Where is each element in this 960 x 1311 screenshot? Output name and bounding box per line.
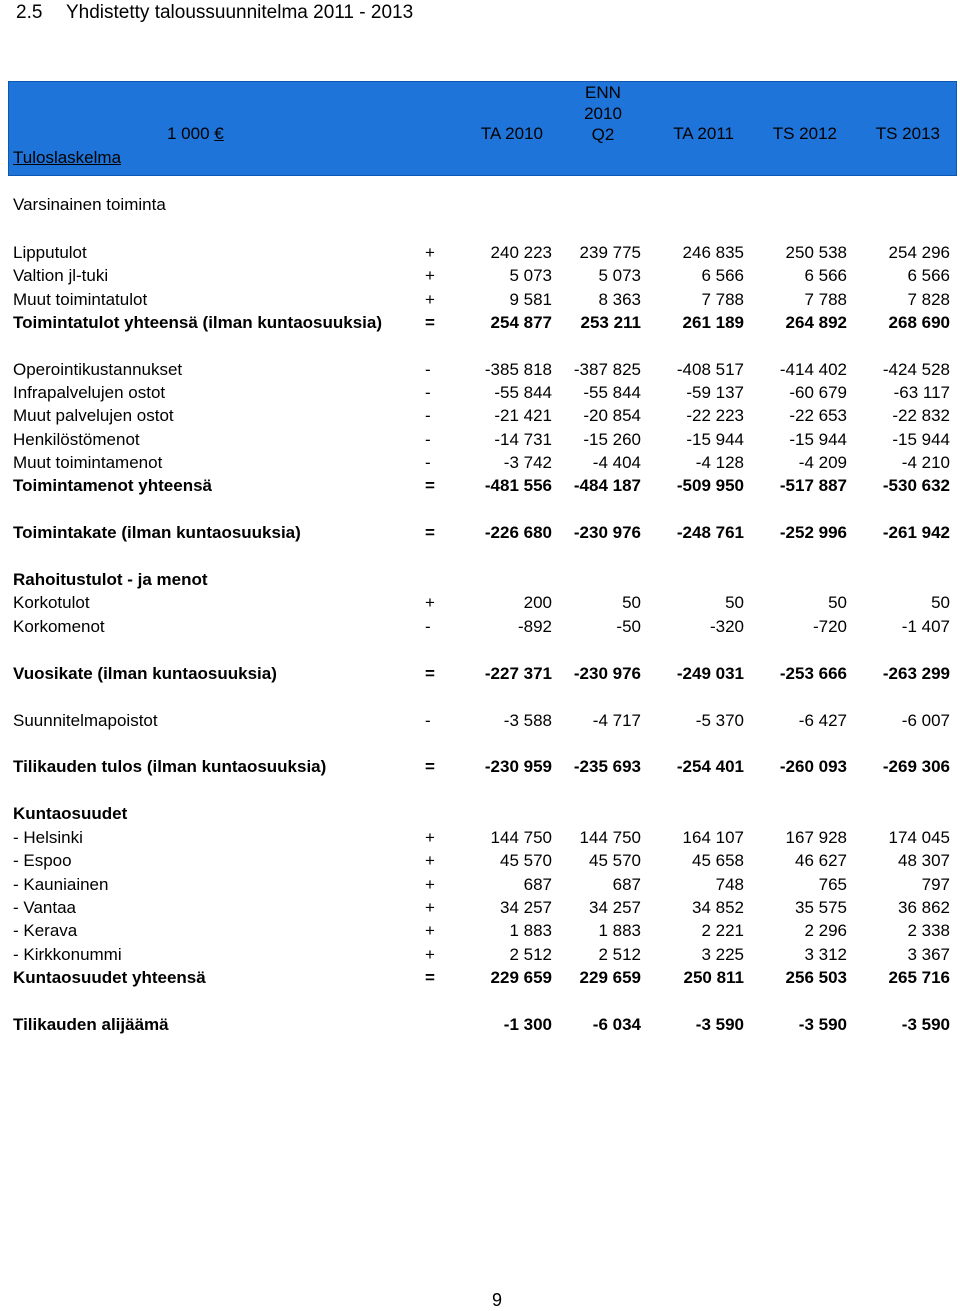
table-row <box>0 451 960 474</box>
row-value: 7 788 <box>804 290 847 309</box>
row-sign: + <box>425 828 435 847</box>
row-value: 6 566 <box>701 266 744 285</box>
row-value: -481 556 <box>484 476 552 495</box>
row-value: 34 257 <box>589 898 641 917</box>
row-label: Suunnitelmapoistot <box>13 711 158 730</box>
row-value: 261 189 <box>682 313 744 332</box>
row-value: 2 512 <box>598 945 641 964</box>
enn-line3: Q2 <box>591 125 615 144</box>
row-value: 34 257 <box>500 898 552 917</box>
row-value: -260 093 <box>779 757 847 776</box>
row-value: 264 892 <box>785 313 847 332</box>
row-value: 268 690 <box>888 313 950 332</box>
row-value: -4 210 <box>901 453 950 472</box>
table-row <box>0 358 960 381</box>
row-value: 250 811 <box>683 968 744 987</box>
row-value: 50 <box>931 593 950 612</box>
row-value: 2 296 <box>804 921 847 940</box>
row-value: -484 187 <box>573 476 641 495</box>
row-value: 34 852 <box>692 898 744 917</box>
table-row <box>0 919 960 942</box>
row-label: - Kerava <box>13 921 78 940</box>
row-value: -60 679 <box>789 383 847 402</box>
section-municipal: Kuntaosuudet <box>13 804 128 823</box>
row-value: -3 742 <box>503 453 552 472</box>
row-sign: + <box>425 290 435 309</box>
row-value: 1 883 <box>598 921 641 940</box>
row-value: -4 717 <box>592 711 641 730</box>
row-value: 256 503 <box>785 968 847 987</box>
row-value: 254 296 <box>888 243 950 262</box>
row-value: -6 427 <box>798 711 847 730</box>
table-row <box>0 873 960 896</box>
section-financing: Rahoitustulot - ja menot <box>13 570 208 589</box>
unit-symbol: € <box>214 124 224 143</box>
row-value: -22 223 <box>686 406 744 425</box>
row-label: Tilikauden alijäämä <box>13 1015 169 1034</box>
section-title: Yhdistetty taloussuunnitelma 2011 - 2013 <box>66 2 414 23</box>
row-label: Korkomenot <box>13 617 105 636</box>
table-row <box>0 966 960 989</box>
row-value: 2 338 <box>907 921 950 940</box>
row-value: -22 832 <box>892 406 950 425</box>
table-row <box>0 755 960 778</box>
row-value: -4 128 <box>695 453 744 472</box>
row-sign: - <box>425 383 431 402</box>
row-value: 50 <box>828 593 847 612</box>
row-label: - Vantaa <box>13 898 77 917</box>
row-value: -14 731 <box>494 430 552 449</box>
table-row <box>0 591 960 614</box>
page-number: 9 <box>491 1290 502 1310</box>
row-value: -1 407 <box>901 617 950 636</box>
row-value: 7 788 <box>701 290 744 309</box>
row-value: -720 <box>812 617 847 636</box>
row-value: 167 928 <box>785 828 847 847</box>
row-value: -55 844 <box>494 383 552 402</box>
row-sign: + <box>425 945 435 964</box>
row-value: -230 959 <box>484 757 552 776</box>
row-label: Infrapalvelujen ostot <box>13 383 166 402</box>
row-sign: - <box>425 430 431 449</box>
table-row <box>0 241 960 264</box>
row-sign: - <box>425 406 431 425</box>
table-row <box>0 826 960 849</box>
row-value: -226 680 <box>484 523 552 542</box>
unit-header <box>167 124 245 144</box>
row-label: - Kauniainen <box>13 875 109 894</box>
row-value: 7 828 <box>907 290 950 309</box>
row-value: -320 <box>709 617 744 636</box>
row-value: 229 659 <box>490 968 552 987</box>
row-sign: = <box>425 523 435 542</box>
row-sign: = <box>425 313 435 332</box>
row-value: -252 996 <box>779 523 847 542</box>
row-sign: + <box>425 898 435 917</box>
table-row <box>0 428 960 451</box>
row-value: -517 887 <box>779 476 847 495</box>
row-value: -892 <box>517 617 552 636</box>
table-row <box>0 264 960 287</box>
row-value: 229 659 <box>579 968 641 987</box>
row-value: -261 942 <box>882 523 950 542</box>
row-sign: + <box>425 243 435 262</box>
row-label: Tilikauden tulos (ilman kuntaosuuksia) <box>13 757 327 776</box>
row-value: 50 <box>725 593 744 612</box>
row-value: 3 367 <box>907 945 950 964</box>
row-value: -4 209 <box>798 453 847 472</box>
statement-title: Tuloslaskelma <box>13 148 122 167</box>
row-value: 200 <box>523 593 552 612</box>
col-header-ta2010: TA 2010 <box>480 124 543 143</box>
row-value: -424 528 <box>882 360 950 379</box>
row-value: -1 300 <box>503 1015 552 1034</box>
col-header-ts2013: TS 2013 <box>875 124 940 143</box>
table-row <box>0 288 960 311</box>
row-value: -3 590 <box>901 1015 950 1034</box>
row-value: 45 570 <box>589 851 641 870</box>
table-row <box>0 896 960 919</box>
row-value: -530 632 <box>882 476 950 495</box>
row-value: 687 <box>612 875 641 894</box>
col-header-ts2012: TS 2012 <box>772 124 837 143</box>
row-value: -15 944 <box>686 430 744 449</box>
row-label: Kuntaosuudet yhteensä <box>13 968 206 987</box>
row-value: -59 137 <box>686 383 744 402</box>
row-sign: + <box>425 875 435 894</box>
row-value: 250 538 <box>785 243 847 262</box>
row-value: 8 363 <box>598 290 641 309</box>
row-value: 254 877 <box>490 313 552 332</box>
row-value: 6 566 <box>907 266 950 285</box>
table-row <box>0 474 960 497</box>
row-sign: + <box>425 266 435 285</box>
row-value: 45 658 <box>692 851 744 870</box>
col-header-ta2011: TA 2011 <box>673 124 734 143</box>
row-value: -414 402 <box>779 360 847 379</box>
row-label: Henkilöstömenot <box>13 430 140 449</box>
row-label: Muut toimintatulot <box>13 290 148 309</box>
row-value: 164 107 <box>682 828 744 847</box>
row-value: -230 976 <box>573 664 641 683</box>
row-value: -249 031 <box>676 664 744 683</box>
row-value: -3 590 <box>798 1015 847 1034</box>
row-value: -254 401 <box>676 757 744 776</box>
table-row <box>0 709 960 732</box>
row-value: -50 <box>616 617 641 636</box>
row-value: 797 <box>921 875 950 894</box>
row-label: Muut toimintamenot <box>13 453 163 472</box>
row-value: 35 575 <box>795 898 847 917</box>
row-value: 174 045 <box>888 828 950 847</box>
row-value: -5 370 <box>695 711 744 730</box>
row-label: Valtion jl-tuki <box>13 266 109 285</box>
row-label: Toimintakate (ilman kuntaosuuksia) <box>13 523 301 542</box>
row-value: 144 750 <box>579 828 641 847</box>
row-label: Vuosikate (ilman kuntaosuuksia) <box>13 664 277 683</box>
row-value: 2 221 <box>701 921 744 940</box>
row-value: -509 950 <box>676 476 744 495</box>
row-label: Korkotulot <box>13 593 90 612</box>
row-value: 240 223 <box>490 243 552 262</box>
row-value: -3 590 <box>695 1015 744 1034</box>
row-value: 1 883 <box>509 921 552 940</box>
table-row <box>0 662 960 685</box>
unit-label: 1 000 <box>167 124 210 143</box>
row-value: -230 976 <box>573 523 641 542</box>
row-label: - Espoo <box>13 851 72 870</box>
row-label: Operointikustannukset <box>13 360 183 379</box>
table-row <box>0 849 960 872</box>
row-value: -269 306 <box>882 757 950 776</box>
row-value: -248 761 <box>676 523 744 542</box>
row-value: 144 750 <box>490 828 552 847</box>
row-sign: = <box>425 757 435 776</box>
row-sign: - <box>425 360 431 379</box>
row-value: -4 404 <box>592 453 641 472</box>
row-value: 5 073 <box>598 266 641 285</box>
row-value: 687 <box>523 875 552 894</box>
row-sign: + <box>425 593 435 612</box>
row-value: -15 944 <box>892 430 950 449</box>
row-value: 3 225 <box>701 945 744 964</box>
row-value: 2 512 <box>509 945 552 964</box>
enn-line1: ENN <box>585 83 621 102</box>
row-label: - Helsinki <box>13 828 83 847</box>
row-value: -3 588 <box>503 711 552 730</box>
row-value: -227 371 <box>484 664 552 683</box>
row-value: -6 034 <box>592 1015 641 1034</box>
row-label: Muut palvelujen ostot <box>13 406 174 425</box>
row-value: 239 775 <box>579 243 641 262</box>
row-value: 265 716 <box>888 968 950 987</box>
col-header-enn2010q2 <box>560 82 646 145</box>
row-value: -263 299 <box>882 664 950 683</box>
row-label: - Kirkkonummi <box>13 945 122 964</box>
table-row <box>0 311 960 334</box>
row-value: -253 666 <box>779 664 847 683</box>
table-row <box>0 615 960 638</box>
row-value: -387 825 <box>573 360 641 379</box>
row-value: 9 581 <box>509 290 552 309</box>
row-sign: - <box>425 453 431 472</box>
table-row <box>0 381 960 404</box>
row-label: Toimintatulot yhteensä (ilman kuntaosuuksia) <box>13 313 383 332</box>
row-value: -22 653 <box>789 406 847 425</box>
row-value: 48 307 <box>898 851 950 870</box>
row-value: 46 627 <box>795 851 847 870</box>
row-value: 765 <box>818 875 847 894</box>
table-row <box>0 521 960 544</box>
row-value: 36 862 <box>898 898 950 917</box>
row-label: Lipputulot <box>13 243 87 262</box>
row-value: 253 211 <box>580 313 641 332</box>
row-sign: = <box>425 664 435 683</box>
row-sign: + <box>425 921 435 940</box>
section-number: 2.5 <box>16 2 43 23</box>
row-value: -15 260 <box>583 430 641 449</box>
row-value: -6 007 <box>901 711 950 730</box>
row-sign: + <box>425 851 435 870</box>
row-value: -55 844 <box>583 383 641 402</box>
row-value: 246 835 <box>682 243 744 262</box>
row-value: -385 818 <box>484 360 552 379</box>
row-value: 748 <box>715 875 744 894</box>
row-value: 6 566 <box>804 266 847 285</box>
table-row <box>0 404 960 427</box>
row-value: 5 073 <box>509 266 552 285</box>
row-value: -63 117 <box>893 383 950 402</box>
row-value: 3 312 <box>804 945 847 964</box>
row-sign: = <box>425 476 435 495</box>
row-sign: - <box>425 617 431 636</box>
row-sign: = <box>425 968 435 987</box>
row-value: -20 854 <box>583 406 641 425</box>
row-value: -408 517 <box>676 360 744 379</box>
table-row <box>0 1013 960 1036</box>
row-value: -235 693 <box>573 757 641 776</box>
row-sign: - <box>425 711 431 730</box>
section-operations: Varsinainen toiminta <box>13 195 166 214</box>
row-value: 45 570 <box>500 851 552 870</box>
row-value: -15 944 <box>789 430 847 449</box>
row-value: 50 <box>622 593 641 612</box>
table-row <box>0 943 960 966</box>
row-label: Toimintamenot yhteensä <box>13 476 212 495</box>
row-value: -21 421 <box>494 406 552 425</box>
enn-line2: 2010 <box>584 104 622 123</box>
